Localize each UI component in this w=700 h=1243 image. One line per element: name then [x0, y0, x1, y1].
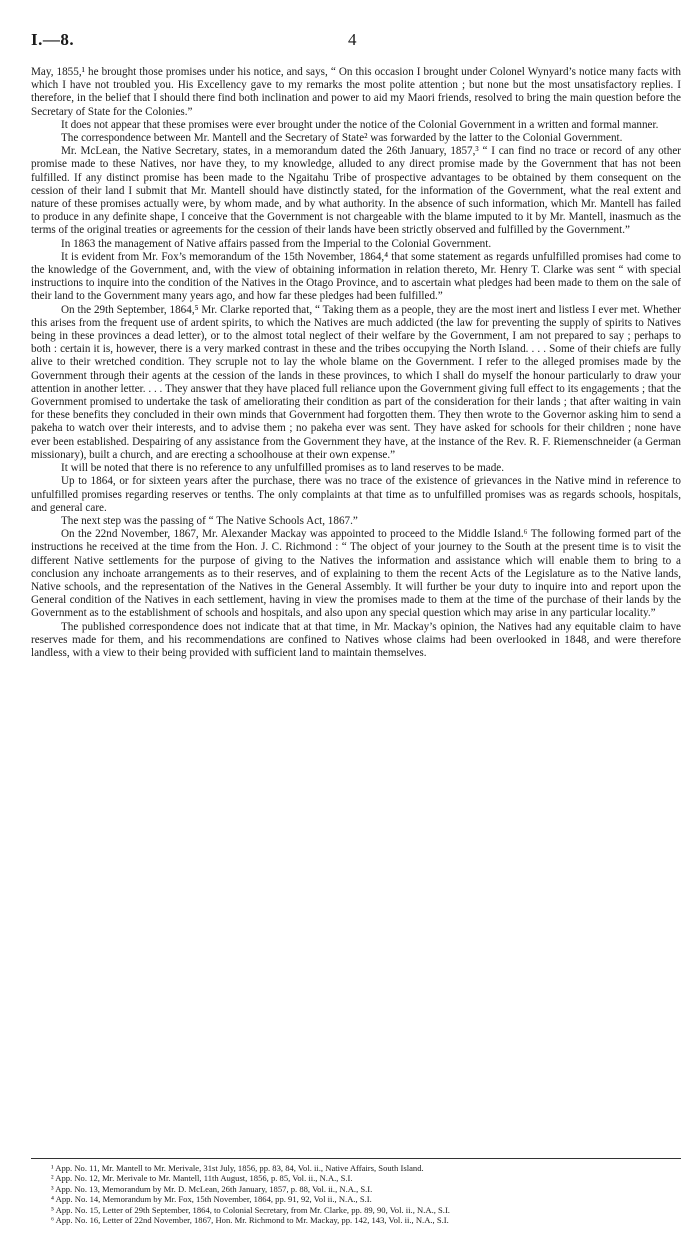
paragraph: The next step was the passing of “ The Native Schools Act, 1867.” [61, 514, 358, 527]
paragraph: May, 1855,¹ he brought those promises under his notice, and says, “ On this occasion I brought under Colonel Wynyard’s notice many facts with which I have not troubled you. His Excellency gave to my remarks the most polite attention ; but none but the most unsatisfactory replies. I therefore, in the belief that I should there find both inclination and power to aid my Maori friends, resolved to bring the main question before the Secretary of State for the Colonies.” [31, 66, 681, 118]
footnote-divider [31, 1158, 681, 1159]
paragraph: Mr. McLean, the Native Secretary, states, in a memorandum dated the 26th January, 1857,³ “ I can find no trace or record of any other promise made to these Natives, nor have they, to my knowledge, alluded to any direct promise made by the Government that has not been fulfilled. If any distinct promise has been made to the Ngaitahu Tribe of prospective advantages to be obtained by them consequent on the cession of their land I submit that Mr. Mantell should have distinctly stated, for the information of the Government, what the real extent and nature of these promises actually were, by whom made, and by what authority. In the absence of such information, which Mr. Mantell has failed to produce in any definite shape, I conceive that the Government is not chargeable with the blame imputed to it by Mr. Mantell, inasmuch as the terms of the original treaties or agreements for the cession of their lands have been strictly observed and fulfilled by the Government.” [31, 145, 681, 237]
paragraph: On the 22nd November, 1867, Mr. Alexander Mackay was appointed to proceed to the Middle Island.⁶ The following formed part of the instructions he received at the time from the Hon. J. C. Richmond : “ The object of your journey to the South at the present time is to visit the different Native settlements for the purpose of giving to the Natives the information and assistance which will enable them to bring to a conclusion any inchoate arrangements as to their reserves, and of explaining to them the recent Acts of the Legislature as to the Native lands, Native schools, and the representation of the Natives in the General Assembly. It will further be your duty to inquire into and report upon the General condition of the Natives in each settlement, having in view the promises made to them at the time of the purchase of their lands by the Government as to the establishment of schools and hospitals, and also upon any special question which may arise in any particular locality.” [31, 528, 681, 620]
footnote: ² App. No. 12, Mr. Merivale to Mr. Mantell, 11th August, 1856, p. 85, Vol. ii., N.A., S.I. [51, 1173, 353, 1184]
paragraph: It does not appear that these promises were ever brought under the notice of the Colonial Government in a written and formal manner. [61, 118, 659, 131]
document-reference: I.—8. [31, 30, 75, 49]
body-text [31, 66, 681, 660]
footnote: ⁴ App. No. 14, Memorandum by Mr. Fox, 15th November, 1864, pp. 91, 92, Vol ii., N.A., S.I. [51, 1194, 372, 1205]
paragraph: It is evident from Mr. Fox’s memorandum of the 15th November, 1864,⁴ that some statement as regards unfulfilled promises had come to the knowledge of the Government, and, with the view of obtaining information in relation thereto, Mr. Henry T. Clarke was sent “ with special instructions to inquire into the condition of the Natives in the Otago Province, and to ascertain what pledges had been made to them on the sale of their land to the Government many years ago, and how far these pledges had been fulfilled.” [31, 250, 682, 303]
paragraph: The correspondence between Mr. Mantell and the Secretary of State² was forwarded by the latter to the Colonial Government. [61, 132, 623, 145]
footnote: ⁵ App. No. 15, Letter of 29th September, 1864, to Colonial Secretary, from Mr. Clarke, pp. 89, 90, Vol. ii., N.A., S.I. [51, 1204, 450, 1215]
footnotes [31, 1163, 681, 1225]
page-header [31, 30, 681, 54]
footnote: ⁶ App. No. 16, Letter of 22nd November, 1867, Hon. Mr. Richmond to Mr. Mackay, pp. 142, 143, Vol. ii., N.A., S.I. [51, 1215, 449, 1226]
paragraph: Up to 1864, or for sixteen years after the purchase, there was no trace of the existence of grievances in the Native mind in reference to unfulfilled promises regarding reserves or tenths. The only complaints at that time as to unfulfilled promises was as regards schools, hospitals, and general care. [31, 475, 681, 514]
footnote: ³ App. No. 13, Memorandum by Mr. D. McLean, 26th January, 1857, p. 88, Vol. ii., N.A., S.I. [51, 1183, 373, 1194]
paragraph: It will be noted that there is no reference to any unfulfilled promises as to land reserves to be made. [61, 462, 505, 475]
paragraph: In 1863 the management of Native affairs passed from the Imperial to the Colonial Government. [61, 237, 492, 250]
paragraph: On the 29th September, 1864,⁵ Mr. Clarke reported that, “ Taking them as a people, they are the most inert and listless I ever met. Whether this arises from the frequent use of ardent spirits, to which the Natives are much addicted (the law for preventing the supply of spirits to Natives being in these provinces a dead letter), or to the almost total neglect of their welfare by the Government, I am not prepared to say ; perhaps to both : certain it is, however, there is a very marked contrast in these and the tribes occupying the North Island. . . . Some of their chiefs are fully alive to their wretched condition. They scruple not to lay the whole blame on the Government. I refer to the alleged promises made by the Government through their agents at the cession of the lands in these provinces, to which I shall do myself the honour particularly to draw your attention in another letter. . . . They answer that they have placed full reliance upon the Government giving full effect to its engagements ; that the Government promised to undertake the task of ameliorating their condition as part of the consideration for their lands ; that after waiting in vain for these benefits they concluded in their own minds that Government had forgotten them. They then wrote to the Governor asking him to send a pakeha to watch over their interests, and to advise them ; no pakeha ever was sent. They have asked for schools for their children ; none have ever been established. Despairing of any assistance from the Government they have, at the instance of the Rev. R. F. Riemenschneider (a German missionary), built a church, and are erecting a schoolhouse at their own expense.” [31, 303, 681, 461]
footnote: ¹ App. No. 11, Mr. Mantell to Mr. Merivale, 31st July, 1856, pp. 83, 84, Vol. ii., Native Affairs, South Island. [51, 1163, 424, 1173]
page-number: 4 [348, 30, 357, 49]
paragraph: The published correspondence does not indicate that at that time, in Mr. Mackay’s opinion, the Natives had any equitable claim to have reserves made for them, and his recommendations are confined to Natives whose claims had been overlooked in 1848, and were therefore landless, with a view to their being provided with sufficient land to maintain themselves. [31, 620, 681, 659]
